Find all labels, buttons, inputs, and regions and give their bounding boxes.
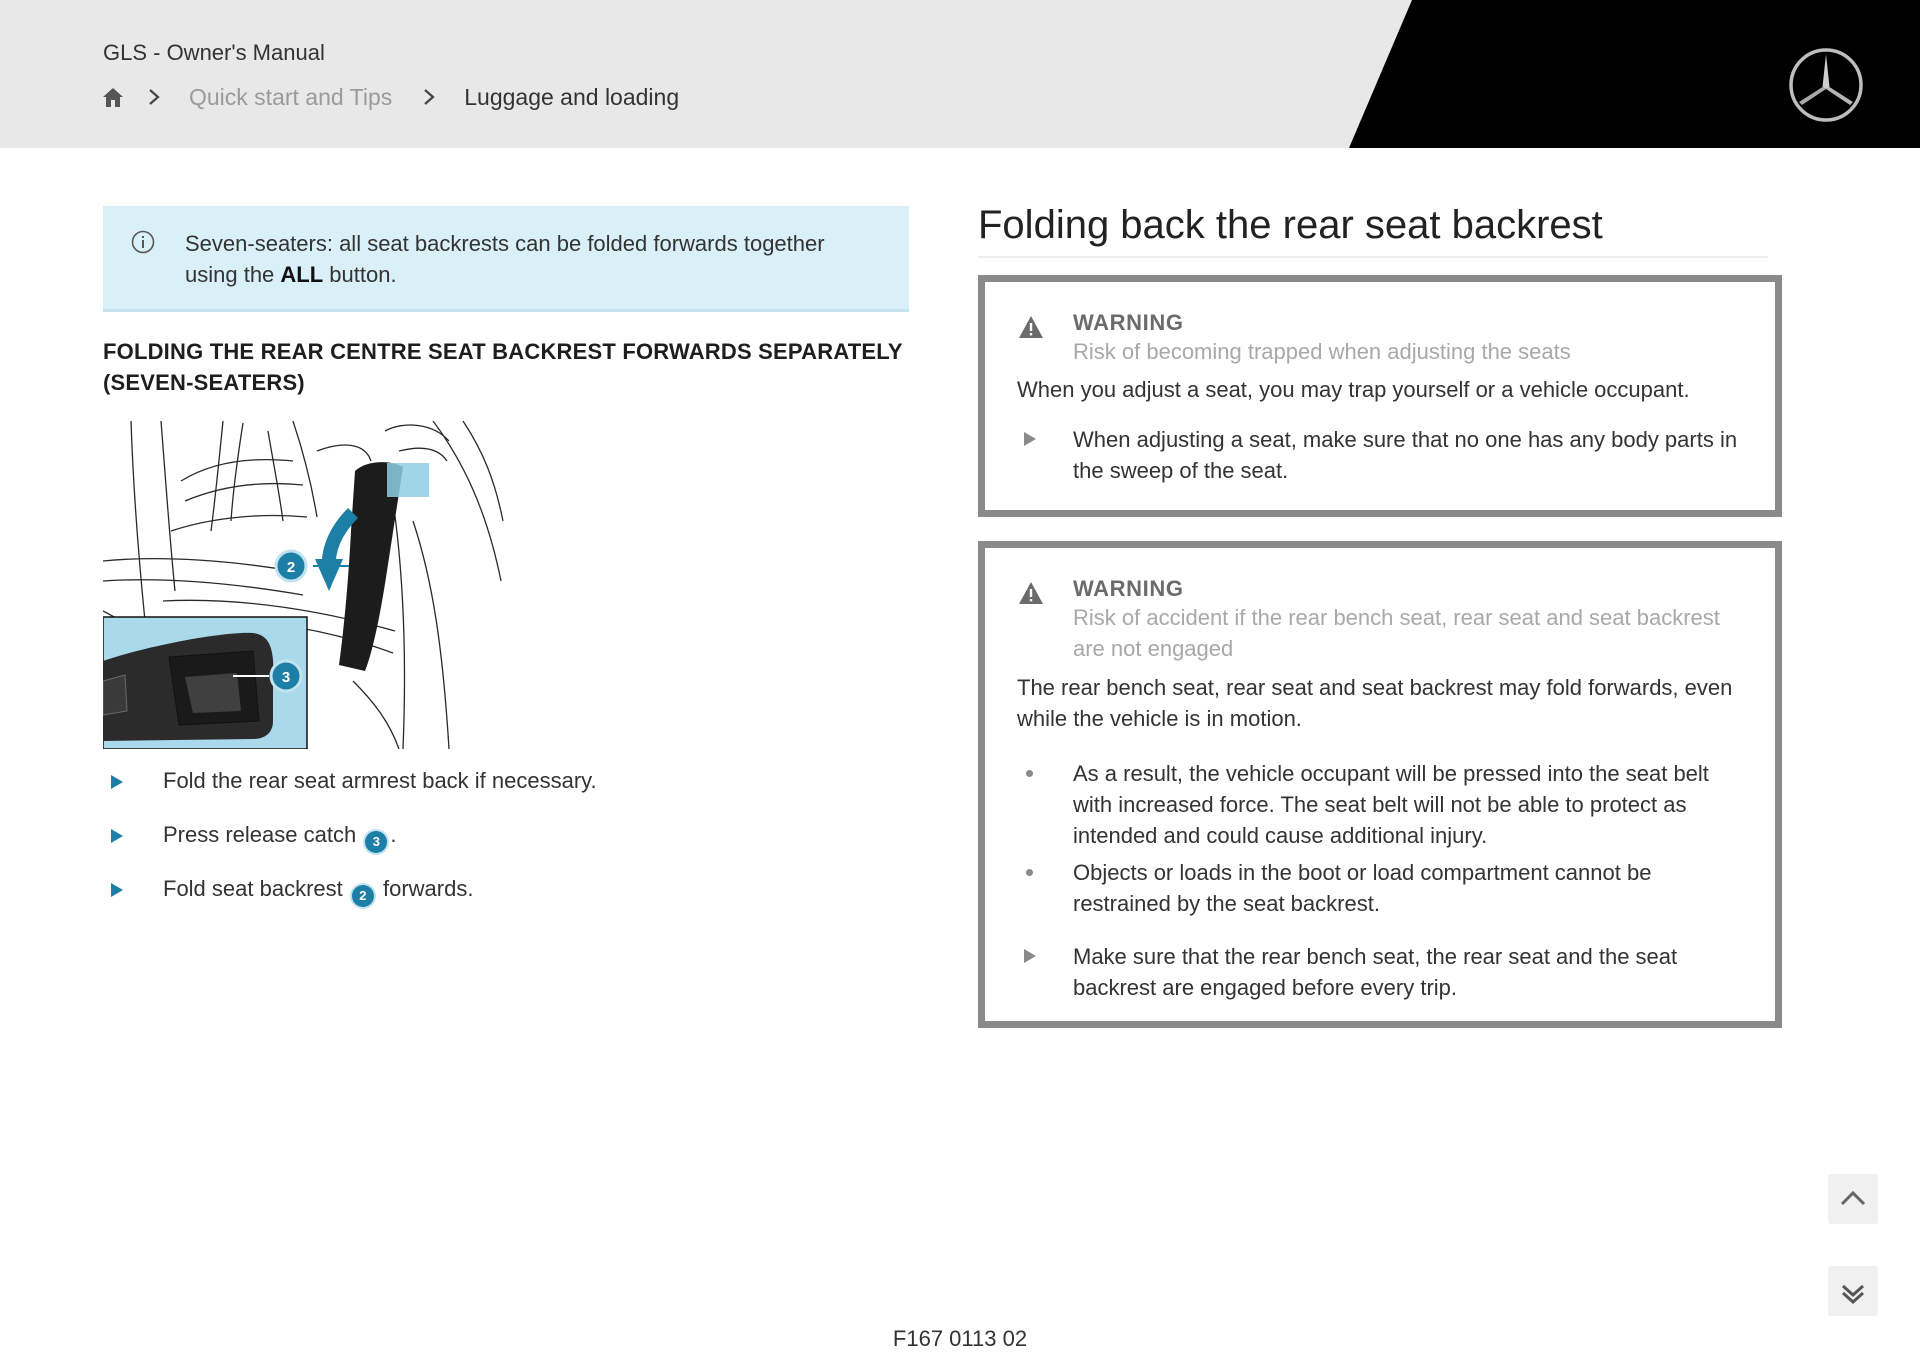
warning-body: The rear bench seat, rear seat and seat backrest may fold forwards, even while the vehicle is in motion. xyxy=(1017,675,1733,731)
home-icon[interactable] xyxy=(101,85,125,109)
instruction-steps xyxy=(103,768,903,930)
figure-code: F167 0113 02 xyxy=(892,1326,1028,1351)
bullet-dot xyxy=(1026,770,1033,777)
info-icon xyxy=(131,230,155,254)
warning-label: WARNING xyxy=(1073,576,1184,601)
breadcrumb-link-quick-start[interactable]: Quick start and Tips xyxy=(189,83,393,110)
warning-bullet: Objects or loads in the boot or load compartment cannot be restrained by the seat backrest. xyxy=(1073,860,1652,916)
warning-box xyxy=(978,541,1782,1028)
info-note xyxy=(103,206,909,312)
warning-subtitle: Risk of becoming trapped when adjusting the seats xyxy=(1073,339,1571,364)
step-item xyxy=(103,822,903,876)
step-text: Fold the rear seat armrest back if necessary. xyxy=(163,768,597,793)
warning-body: When you adjust a seat, you may trap yourself or a vehicle occupant. xyxy=(1017,377,1690,402)
warning-bullet: As a result, the vehicle occupant will be pressed into the seat belt with increased force. The seat belt will not be able to protect as intended and could cause additional injury. xyxy=(1073,761,1709,848)
warning-box xyxy=(978,275,1782,517)
all-button-label: ALL xyxy=(280,262,324,287)
breadcrumb-current: Luggage and loading xyxy=(464,83,680,110)
triangle-right-icon xyxy=(111,883,123,897)
step-item xyxy=(103,876,903,930)
bullet-dot xyxy=(1026,869,1033,876)
triangle-right-icon xyxy=(111,829,123,843)
section-heading: FOLDING THE REAR CENTRE SEAT BACKREST FORWARDS SEPARATELY (SEVEN-SEATERS) xyxy=(103,339,903,395)
callout-3-badge: 3 xyxy=(365,831,387,853)
warning-label: WARNING xyxy=(1073,310,1184,335)
warning-action: Make sure that the rear bench seat, the rear seat and the seat backrest are engaged before every trip. xyxy=(1073,944,1678,1000)
warning-subtitle: Risk of accident if the rear bench seat, rear seat and seat backrest are not engaged xyxy=(1073,605,1720,661)
callout-2-label: 2 xyxy=(286,559,296,576)
warning-triangle-icon xyxy=(1018,315,1044,339)
page-title: Folding back the rear seat backrest xyxy=(978,203,1603,247)
triangle-right-icon xyxy=(1024,949,1036,963)
chevron-right-icon xyxy=(422,85,436,109)
warning-action: When adjusting a seat, make sure that no one has any body parts in the sweep of the seat. xyxy=(1073,427,1738,483)
warning-triangle-icon xyxy=(1018,581,1044,605)
step-item xyxy=(103,768,903,822)
title-divider xyxy=(978,256,1768,258)
double-chevron-down-icon xyxy=(1828,1266,1878,1316)
callout-2-badge: 2 xyxy=(352,885,374,907)
triangle-right-icon xyxy=(1024,432,1036,446)
breadcrumb xyxy=(101,82,679,112)
document-title: GLS - Owner's Manual xyxy=(103,40,325,65)
step-text: Press release catch 3 . xyxy=(163,822,396,853)
triangle-right-icon xyxy=(111,775,123,789)
page-header xyxy=(0,0,1920,148)
seat-backrest-illustration xyxy=(103,421,505,749)
step-text: Fold seat backrest 2 forwards. xyxy=(163,876,473,907)
scroll-up-button[interactable] xyxy=(1828,1174,1878,1224)
mercedes-star-logo[interactable] xyxy=(1787,46,1865,124)
header-black-band xyxy=(0,0,1920,148)
bottom-nav-button[interactable] xyxy=(1828,1266,1878,1316)
chevron-up-icon xyxy=(1828,1174,1878,1224)
info-note-text: Seven-seaters: all seat backrests can be folded forwards together using the ALL button. xyxy=(185,231,825,287)
chevron-right-icon xyxy=(147,85,161,109)
callout-3-label: 3 xyxy=(281,669,291,686)
